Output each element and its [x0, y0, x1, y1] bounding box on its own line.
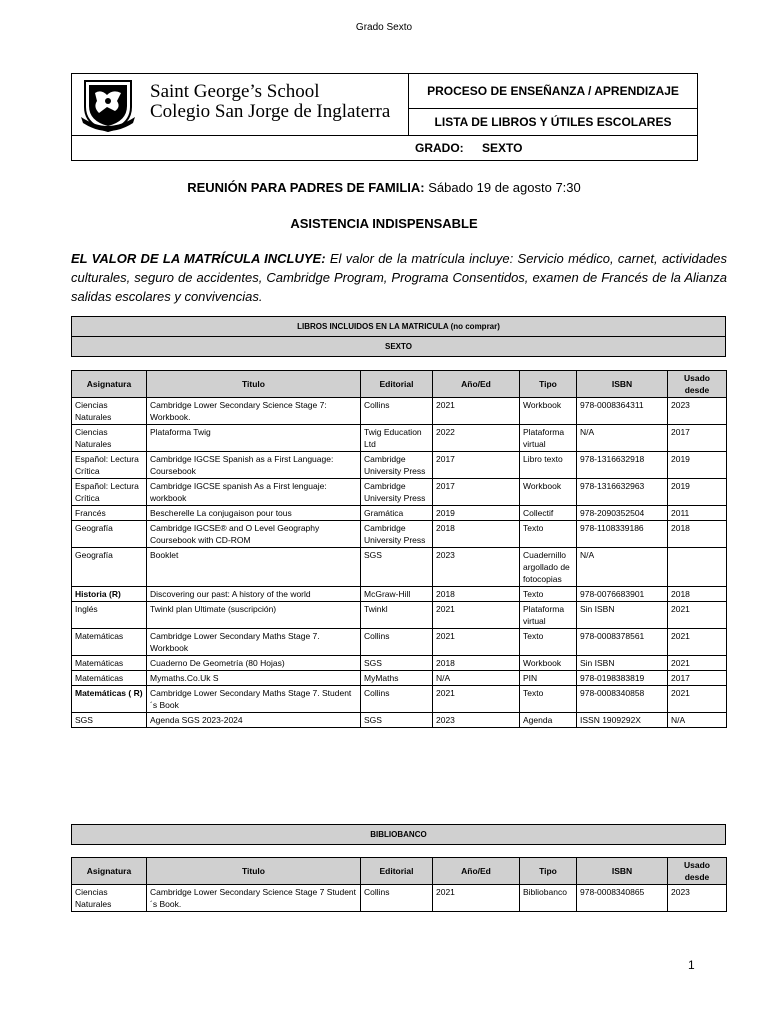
cell-subject: Francés [72, 506, 147, 521]
cell-title: Cambridge IGCSE Spanish as a First Language: Coursebook [147, 452, 361, 479]
cell-title: Cuaderno De Geometría (80 Hojas) [147, 656, 361, 671]
col-title-header: Titulo [147, 371, 361, 398]
col-year-header: Año/Ed [433, 371, 520, 398]
cell-subject: Matemáticas [72, 629, 147, 656]
cell-since: 2023 [668, 885, 727, 912]
cell-publisher: Cambridge University Press [361, 452, 433, 479]
cell-isbn: N/A [577, 548, 668, 587]
cell-subject: Español: Lectura Crítica [72, 479, 147, 506]
cell-publisher: Collins [361, 629, 433, 656]
cell-year: 2017 [433, 452, 520, 479]
cell-year: 2018 [433, 521, 520, 548]
cell-subject: Matemáticas [72, 656, 147, 671]
school-logo-cell [72, 74, 409, 136]
cell-year: 2021 [433, 602, 520, 629]
cell-publisher: Cambridge University Press [361, 521, 433, 548]
cell-type: Libro texto [520, 452, 577, 479]
cell-isbn: 978-1316632963 [577, 479, 668, 506]
cell-since: 2019 [668, 479, 727, 506]
bibliobanco-header-row [72, 858, 727, 885]
cell-isbn: N/A [577, 425, 668, 452]
col-type-header: Tipo [520, 858, 577, 885]
cell-publisher: Cambridge University Press [361, 479, 433, 506]
col-type-header: Tipo [520, 371, 577, 398]
cell-isbn: 978-1108339186 [577, 521, 668, 548]
cell-since: 2011 [668, 506, 727, 521]
grade-value: SEXTO [482, 141, 523, 155]
cell-type: Workbook [520, 479, 577, 506]
cell-type: Cuadernillo argollado de fotocopias [520, 548, 577, 587]
cell-since: 2017 [668, 671, 727, 686]
cell-publisher: Collins [361, 398, 433, 425]
cell-year: 2019 [433, 506, 520, 521]
meeting-date: Sábado 19 de agosto 7:30 [428, 180, 581, 195]
col-isbn-header: ISBN [577, 371, 668, 398]
enrollment-text: El valor de la matrícula incluye: Servicio médico, carnet, actividades culturales, seguro de accidentes, Cambridge Program, Programa Consentidos, examen de Francés de la Alianza salidas escolares y convivencias. [71, 251, 727, 304]
cell-subject: Ciencias Naturales [72, 885, 147, 912]
col-publisher-header: Editorial [361, 858, 433, 885]
bibliobanco-banner: BIBLIOBANCO [71, 824, 726, 845]
col-subject-header: Asignatura [72, 371, 147, 398]
cell-subject: Ciencias Naturales [72, 425, 147, 452]
cell-type: Texto [520, 587, 577, 602]
col-year-header: Año/Ed [433, 858, 520, 885]
enrollment-includes [71, 249, 727, 306]
cell-publisher: SGS [361, 713, 433, 728]
col-publisher-header: Editorial [361, 371, 433, 398]
cell-year: N/A [433, 671, 520, 686]
grade-label: GRADO: [415, 141, 464, 155]
cell-title: Cambridge Lower Secondary Science Stage 7 Student´s Book. [147, 885, 361, 912]
cell-subject: Inglés [72, 602, 147, 629]
cell-publisher: MyMaths [361, 671, 433, 686]
enrollment-label: EL VALOR DE LA MATRÍCULA INCLUYE: [71, 251, 326, 266]
cell-subject: Español: Lectura Crítica [72, 452, 147, 479]
attendance-notice: ASISTENCIA INDISPENSABLE [290, 216, 478, 231]
cell-type: Collectif [520, 506, 577, 521]
cell-subject: Ciencias Naturales [72, 398, 147, 425]
cell-since: 2021 [668, 656, 727, 671]
meeting-label: REUNIÓN PARA PADRES DE FAMILIA: [187, 180, 425, 195]
book-row [72, 425, 727, 452]
cell-publisher: Twinkl [361, 602, 433, 629]
cell-type: Texto [520, 629, 577, 656]
cell-isbn: 978-2090352504 [577, 506, 668, 521]
cell-type: Bibliobanco [520, 885, 577, 912]
book-row [72, 548, 727, 587]
cell-type: Plataforma virtual [520, 602, 577, 629]
cell-isbn: 978-0008340858 [577, 686, 668, 713]
cell-type: Texto [520, 686, 577, 713]
cell-isbn: 978-0008378561 [577, 629, 668, 656]
cell-type: Workbook [520, 656, 577, 671]
cell-since: N/A [668, 713, 727, 728]
col-since-header: Usado desde [668, 371, 727, 398]
cell-isbn: 978-0198383819 [577, 671, 668, 686]
cell-isbn: Sin ISBN [577, 602, 668, 629]
cell-since: 2021 [668, 629, 727, 656]
cell-title: Discovering our past: A history of the world [147, 587, 361, 602]
cell-subject: SGS [72, 713, 147, 728]
cell-subject: Geografía [72, 521, 147, 548]
page-number: 1 [688, 958, 695, 972]
cell-since [668, 548, 727, 587]
cell-title: Cambridge Lower Secondary Science Stage 7: Workbook. [147, 398, 361, 425]
cell-title: Cambridge Lower Secondary Maths Stage 7. Student´s Book [147, 686, 361, 713]
cell-title: Cambridge IGCSE® and O Level Geography Coursebook with CD-ROM [147, 521, 361, 548]
process-title: PROCESO DE ENSEÑANZA / APRENDIZAJE [409, 74, 697, 109]
parents-meeting [0, 180, 768, 195]
included-books-banner: LIBROS INCLUIDOS EN LA MATRICULA (no comprar) [71, 316, 726, 337]
cell-since: 2023 [668, 398, 727, 425]
book-row [72, 479, 727, 506]
cell-isbn: 978-0008340865 [577, 885, 668, 912]
bibliobanco-row [72, 885, 727, 912]
grade-banner: SEXTO [71, 336, 726, 357]
cell-subject: Geografía [72, 548, 147, 587]
cell-year: 2022 [433, 425, 520, 452]
bibliobanco-table [71, 857, 727, 912]
school-name-spanish: Colegio San Jorge de Inglaterra [150, 101, 391, 122]
cell-subject: Matemáticas [72, 671, 147, 686]
list-title: LISTA DE LIBROS Y ÚTILES ESCOLARES [409, 109, 697, 136]
cell-title: Twinkl plan Ultimate (suscripción) [147, 602, 361, 629]
cell-type: Workbook [520, 398, 577, 425]
cell-year: 2021 [433, 629, 520, 656]
cell-type: PIN [520, 671, 577, 686]
cell-isbn: ISSN 1909292X [577, 713, 668, 728]
school-name [150, 82, 390, 122]
books-table [71, 370, 727, 728]
cell-isbn: Sin ISBN [577, 656, 668, 671]
book-row [72, 713, 727, 728]
cell-title: Cambridge IGCSE spanish As a First lenguaje: workbook [147, 479, 361, 506]
cell-title: Plataforma Twig [147, 425, 361, 452]
cell-publisher: SGS [361, 656, 433, 671]
cell-publisher: SGS [361, 548, 433, 587]
cell-isbn: 978-0076683901 [577, 587, 668, 602]
running-header: Grado Sexto [355, 22, 413, 33]
cell-type: Agenda [520, 713, 577, 728]
book-row [72, 629, 727, 656]
school-name-english: Saint George’s School [150, 81, 320, 102]
book-row [72, 452, 727, 479]
cell-year: 2021 [433, 398, 520, 425]
cell-title: Agenda SGS 2023-2024 [147, 713, 361, 728]
book-row [72, 587, 727, 602]
cell-year: 2018 [433, 656, 520, 671]
col-subject-header: Asignatura [72, 858, 147, 885]
cell-year: 2023 [433, 548, 520, 587]
cell-year: 2021 [433, 885, 520, 912]
book-row [72, 656, 727, 671]
cell-title: Bescherelle La conjugaison pour tous [147, 506, 361, 521]
cell-title: Booklet [147, 548, 361, 587]
cell-publisher: Twig Education Ltd [361, 425, 433, 452]
book-row [72, 602, 727, 629]
cell-title: Mymaths.Co.Uk S [147, 671, 361, 686]
books-header-row [72, 371, 727, 398]
book-row [72, 398, 727, 425]
cell-year: 2018 [433, 587, 520, 602]
school-crest-icon [77, 77, 139, 133]
book-row [72, 506, 727, 521]
cell-title: Cambridge Lower Secondary Maths Stage 7. Workbook [147, 629, 361, 656]
cell-publisher: McGraw-Hill [361, 587, 433, 602]
cell-subject: Historia (R) [72, 587, 147, 602]
cell-since: 2021 [668, 602, 727, 629]
grade-row [72, 136, 697, 160]
cell-year: 2021 [433, 686, 520, 713]
document-header [71, 73, 698, 161]
book-row [72, 671, 727, 686]
cell-isbn: 978-1316632918 [577, 452, 668, 479]
cell-since: 2019 [668, 452, 727, 479]
cell-since: 2021 [668, 686, 727, 713]
cell-since: 2017 [668, 425, 727, 452]
cell-publisher: Collins [361, 686, 433, 713]
cell-subject: Matemáticas ( R) [72, 686, 147, 713]
cell-publisher: Collins [361, 885, 433, 912]
cell-publisher: Gramática [361, 506, 433, 521]
cell-type: Plataforma virtual [520, 425, 577, 452]
cell-since: 2018 [668, 521, 727, 548]
book-row [72, 686, 727, 713]
cell-isbn: 978-0008364311 [577, 398, 668, 425]
cell-type: Texto [520, 521, 577, 548]
book-row [72, 521, 727, 548]
cell-since: 2018 [668, 587, 727, 602]
col-title-header: Titulo [147, 858, 361, 885]
cell-year: 2017 [433, 479, 520, 506]
col-isbn-header: ISBN [577, 858, 668, 885]
cell-year: 2023 [433, 713, 520, 728]
col-since-header: Usado desde [668, 858, 727, 885]
